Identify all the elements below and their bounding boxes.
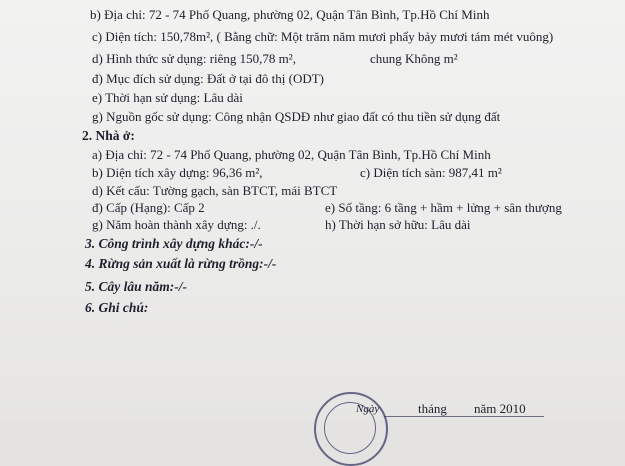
date-day-label: Ngày xyxy=(356,403,380,415)
house-ownership-term: h) Thời hạn sở hữu: Lâu dài xyxy=(325,217,471,232)
house-address: a) Địa chỉ: 72 - 74 Phố Quang, phường 02, Quận Tân Bình, Tp.Hồ Chí Minh xyxy=(92,147,491,162)
land-term: e) Thời hạn sử dụng: Lâu dài xyxy=(92,90,243,105)
land-address: b) Địa chỉ: 72 - 74 Phố Quang, phường 02, Quận Tân Bình, Tp.Hồ Chí Minh xyxy=(90,7,490,22)
house-floor-area: c) Diện tích sàn: 987,41 m² xyxy=(360,165,502,180)
house-grade: đ) Cấp (Hạng): Cấp 2 xyxy=(92,200,205,215)
date-month-label: tháng xyxy=(418,401,447,416)
land-area: c) Diện tích: 150,78m², ( Bằng chữ: Một trăm năm mươi phẩy bảy mươi tám mét vuông) xyxy=(92,29,554,44)
section-other-works: 3. Công trình xây dựng khác:-/- xyxy=(85,236,263,251)
section-notes: 6. Ghi chú: xyxy=(85,300,149,315)
land-origin: g) Nguồn gốc sử dụng: Công nhận QSDĐ như giao đất có thu tiền sử dụng đất xyxy=(92,109,501,124)
date-year: năm 2010 xyxy=(474,401,526,416)
section-perennial-trees: 5. Cây lâu năm:-/- xyxy=(85,279,188,294)
house-build-area: b) Diện tích xây dựng: 96,36 m², xyxy=(92,165,263,180)
house-heading: 2. Nhà ở: xyxy=(82,128,135,143)
house-floors: e) Số tầng: 6 tầng + hầm + lửng + sân thượng xyxy=(325,200,562,215)
land-usage-shared: chung Không m² xyxy=(370,51,458,66)
house-completion-year: g) Năm hoàn thành xây dựng: ./. xyxy=(92,217,261,232)
land-usage-form: d) Hình thức sử dụng: riêng 150,78 m², xyxy=(92,51,296,66)
signature-line xyxy=(384,416,544,417)
house-structure: d) Kết cấu: Tường gạch, sàn BTCT, mái BTCT xyxy=(92,183,338,198)
section-production-forest: 4. Rừng sản xuất là rừng trồng:-/- xyxy=(85,256,277,271)
land-purpose: đ) Mục đích sử dụng: Đất ở tại đô thị (ODT) xyxy=(92,71,324,86)
